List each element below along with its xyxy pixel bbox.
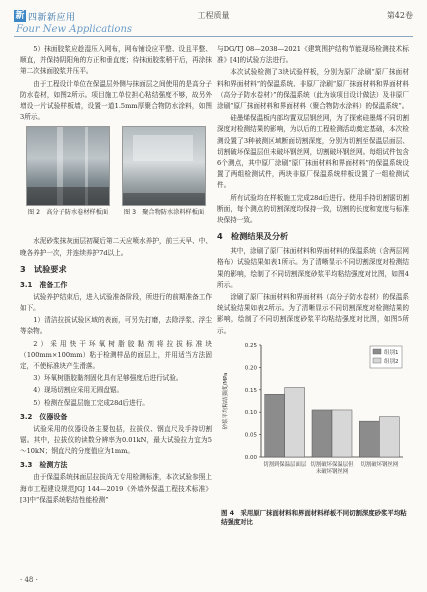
figure-3-caption: 图 3 聚合物防水涂料样板面 <box>123 209 205 217</box>
y-tick-label: 0.15 <box>244 387 257 394</box>
paragraph: 试验采用的仪器设备主要包括，拉拔仪、钢直尺及手持切割锯。其中，拉拔仪的读数分辨率为0.01kN，最大试验拉力宜为5～10kN；钢直尺的分度值应为1mm。 <box>20 424 212 456</box>
subsection-heading: 3.3 检测方法 <box>20 461 68 470</box>
paragraph: 涂刷了原厂抹面材料和界面材料（高分子防水卷材）的保温系统试验结果如表2所示。为了清晰显示不同切割深度对检测结果的影响，绘制了不同切割深度砂浆平均粘结强度对比图，如图5所示。 <box>217 293 409 335</box>
paragraph: 由于保温系统抹面层拉拔尚无专用检测标准，本次试验参照上海市工程建设规范JGJ 144—2019《外墙外保温工程技术标准》[3]中“保温系统粘结性能检测” <box>20 473 212 504</box>
paragraph: 硅墨烯保温板内部均置双层钢丝网，为了探索硅墨烯不同切割深度对检测结果的影响，为以后的工程检测活动奠定基础，本次检测设置了3种被测区域断面切割深度，分别为切割至保温层面层、切割破坏保温层但未破坏钢丝网，切割破坏钢丝网。每组试件包含6个测点，其中原厂涂刷“原厂抹面材料和界面材料”的保温系统设置了两组检测试件，两块非原厂保温系统样板设置了一组检测试件。 <box>217 114 409 190</box>
section-heading: 3 试验要求 <box>20 263 67 274</box>
bar <box>285 387 305 456</box>
y-tick-label: 0.10 <box>244 410 257 417</box>
logo-mark: 新 <box>15 11 25 21</box>
bar <box>359 421 379 457</box>
y-tick-label: 0.05 <box>244 432 257 439</box>
y-tick-label: 0.00 <box>244 454 257 461</box>
paragraph: 3）环氧树脂胶黏剂固化具有足够强度后进行试验。 <box>33 374 183 383</box>
legend-label: 组别1 <box>384 349 399 356</box>
paragraph: 试验养护结束后，进入试验准备阶段，所进行的前期准备工作如下。 <box>20 292 212 313</box>
x-tick-label: 未破坏钢丝网 <box>315 468 349 475</box>
bar <box>265 394 285 457</box>
paragraph: 5）抹面胶浆应趁湿压入网布，网布铺设应平整、设且平整、顺直，并保持阴阳角的方正和垂直度；待抹面胶浆稍干后，再涂抹第二次抹面胶浆并压平。 <box>20 45 212 76</box>
subsection-heading: 3.1 准备工作 <box>20 280 68 289</box>
paragraph: 与DG/TJ 08—2038—2021《建筑围护结构节能现场检测技术标准》[4]的试验方法进行。 <box>217 45 409 65</box>
y-tick-label: 0.20 <box>244 365 257 372</box>
page-number: · 48 · <box>20 576 38 584</box>
volume-number: 第42卷 <box>386 11 413 20</box>
paragraph: 4）现场切割应采用无圆盘锯。 <box>33 386 124 395</box>
legend-label: 组别2 <box>384 358 399 365</box>
y-tick-label: 0.25 <box>244 342 257 349</box>
column-title-cn: 四新新应用 <box>28 13 76 23</box>
legend-swatch <box>373 349 381 354</box>
y-axis-label: 砂浆平均粘结强度/MPa <box>223 372 229 430</box>
photo-polymer-membrane-wall <box>26 126 110 206</box>
paragraph: 由于工程设计单位在保温层外侧与抹面层之间使用的是高分子防水卷材，如图2所示。项目施工单位担心粘结强度不够，故另外增设一片试验样板墙，设置一道1.5mm厚聚合物防水涂料，如图3所示。 <box>20 79 212 122</box>
bar-chart-svg <box>217 339 409 509</box>
bar <box>332 410 352 457</box>
left-column <box>20 44 212 507</box>
column-title-en: Four New Applications <box>16 24 133 35</box>
section-heading: 4 检测结果及分析 <box>217 231 289 242</box>
paragraph: 所有试验均在样板施工完成28d后进行。使用手持切割锯切割断面，每个测点的切割深度均保持一致，切割的长度和宽度与标准块保持一致。 <box>217 193 409 225</box>
photo-polymer-coating-wall <box>122 126 206 206</box>
x-tick-label: 切割破坏保温层但 <box>310 461 354 468</box>
paragraph: 本次试验检测了3块试验样板，分别为原厂涂刷“原厂抹面材料和界面材料”的保温系统、非原厂涂刷“原厂抹面材料和界面材料（高分子防水卷材）”的保温系统（此为该项目设计做法）及非原厂涂刷“原厂抹面材料和界面材料（聚合物防水涂料）的保温系统”。 <box>217 68 409 111</box>
journal-name: 工程质量 <box>197 11 230 20</box>
paragraph: 1）清洁拉拔试验区域的表面，可另先打磨，去除浮浆、浮尘等杂物。 <box>20 316 212 336</box>
paragraph: 其中，涂刷了原厂抹面材料和界面材料的保温系统（含两层网格布）试验结果如表1所示。为了清晰显示不同切割深度对检测结果的影响，绘制了不同切割深度砂浆平均粘结强度对比图，如图4所示。 <box>217 247 409 289</box>
subsection-heading: 3.2 仪器设备 <box>20 412 68 421</box>
x-tick-label: 切割到保温层面层 <box>263 461 307 468</box>
bar <box>379 417 399 457</box>
paragraph: 5）检测在保温层施工完成28d后进行。 <box>33 398 149 407</box>
figure-photos <box>20 126 212 234</box>
paragraph: 水泥砂浆抹灰面层初凝后第二天应喷水养护，前三天早、中、晚各养护一次，并连续养护7d以上。 <box>20 237 212 257</box>
figure-2-caption: 图 2 高分子防水卷材样板面 <box>27 209 109 217</box>
header-rule <box>14 36 413 37</box>
figure-4-chart <box>217 339 409 509</box>
figure-4-caption: 图 4 采用原厂抹面材料和界面材料样板不同切割深度砂浆平均粘结强度对比 <box>221 508 407 527</box>
bar <box>312 410 332 457</box>
legend-swatch <box>373 358 381 363</box>
x-tick-label: 切割破坏钢丝网 <box>360 461 399 468</box>
right-column <box>217 44 409 528</box>
paragraph: 2）采用快干环氧树脂胶黏剂将拉拔标准块（100mm×100mm）粘于检测样品的面层上，并用适当方法固定，不使标准块产生滑落。 <box>20 339 212 371</box>
